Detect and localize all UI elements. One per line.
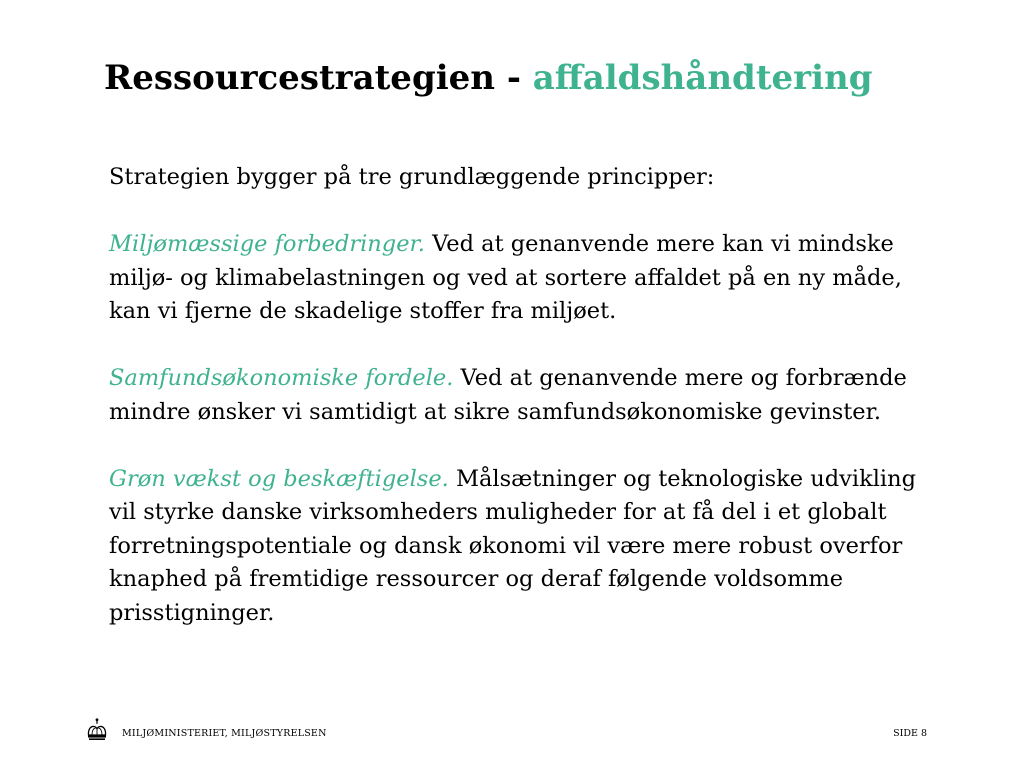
page-number: SIDE 8 [893,728,927,739]
title-main: Ressourcestrategien - [104,58,521,98]
principle-paragraph [109,228,949,329]
footer-organization: MILJØMINISTERIET, MILJØSTYRELSEN [122,728,327,739]
principle-lead: Miljømæssige forbedringer. [109,231,425,257]
principle-paragraph [109,463,949,631]
principle-text: Ved at genanvende mere kan vi mindske miljø- og klimabelastningen og ved at sortere affaldet på en ny måde, kan vi fjerne de skadelige stoffer fra miljøet. [109,231,902,324]
principle-text: Ved at genanvende mere og forbrænde mindre ønsker vi samtidigt at sikre samfundsøkonomiske gevinster. [109,365,907,425]
principle-paragraph [109,362,949,429]
crown-icon [86,718,108,742]
footer [0,716,1024,746]
principle-text: Målsætninger og teknologiske udvikling vil styrke danske virksomheders muligheder for at få del i et globalt forretningspotentiale og dansk økonomi vil være mere robust overfor knaphed på fremtidige ressourcer og deraf følgende voldsomme prisstigninger. [109,465,916,626]
principle-lead: Grøn vækst og beskæftigelse. [109,465,449,492]
principle-lead: Samfundsøkonomiske fordele. [109,365,454,391]
title-accent: affaldshåndtering [532,58,873,98]
intro-paragraph: Strategien bygger på tre grundlæggende principper: [109,164,715,190]
slide-body [109,161,949,630]
slide-title [104,56,872,100]
